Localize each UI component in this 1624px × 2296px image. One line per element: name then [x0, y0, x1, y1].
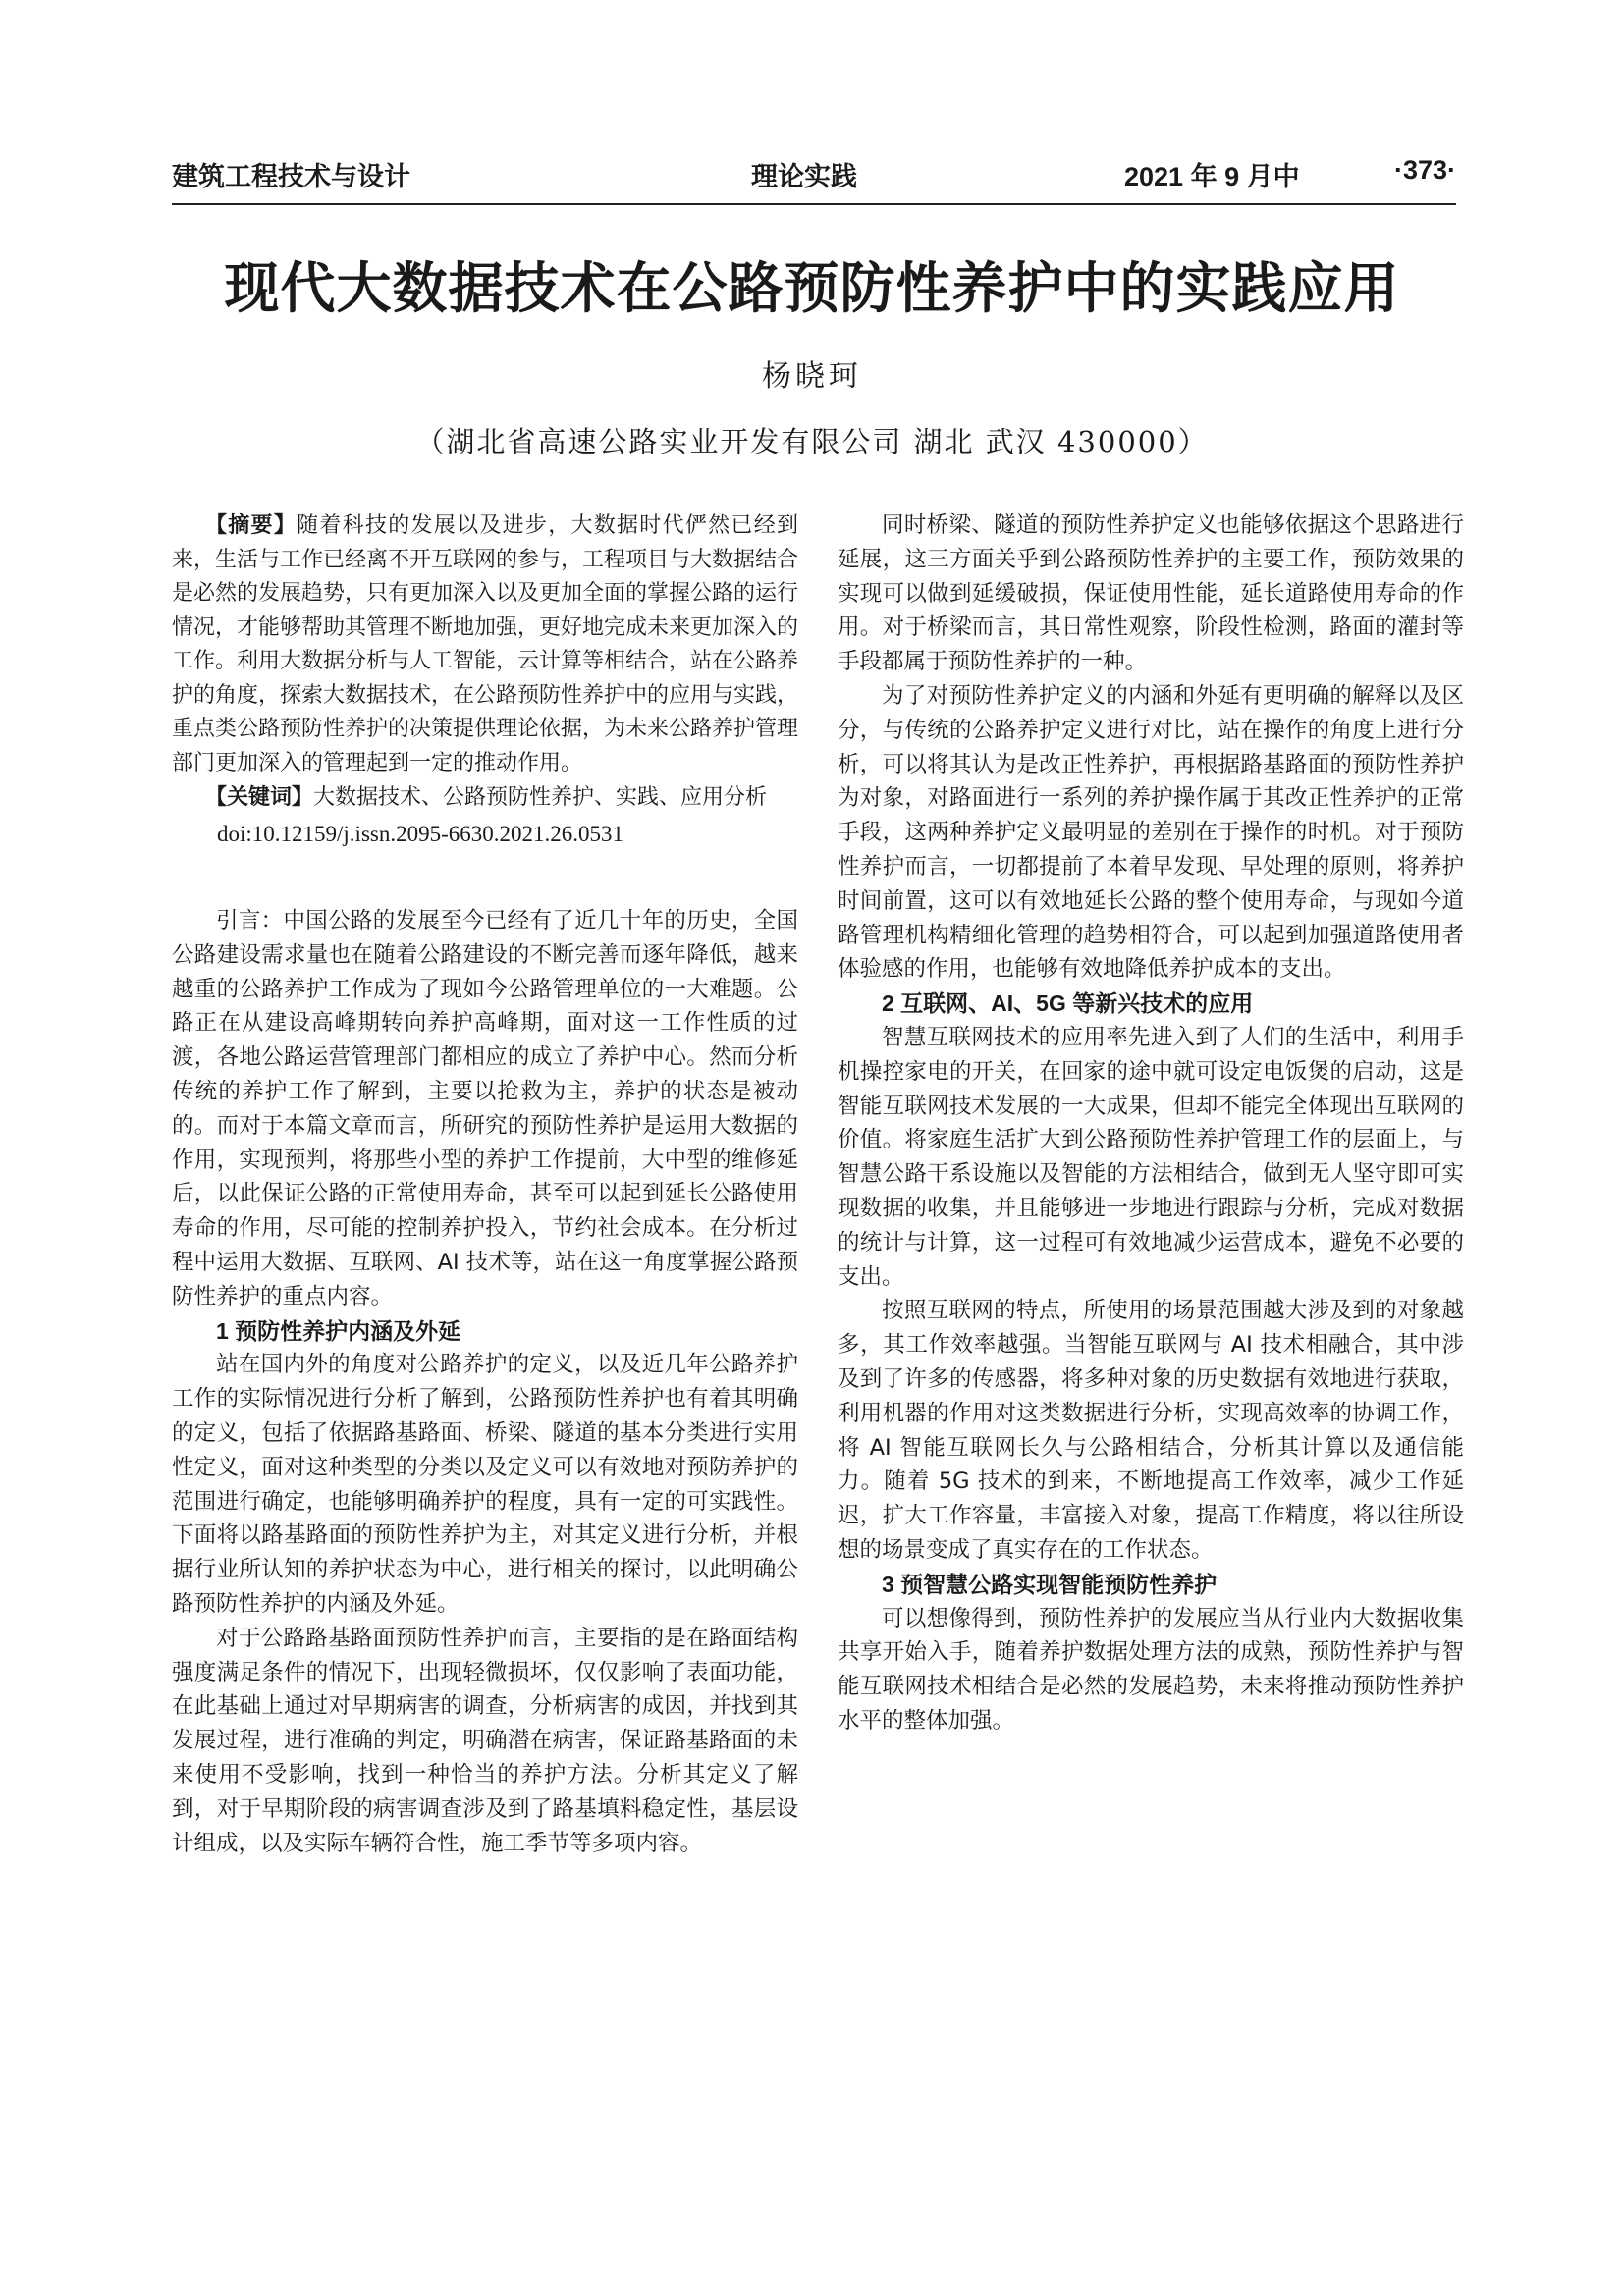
page-number: ·373·: [1393, 155, 1456, 185]
body-paragraph: 对于公路路基路面预防性养护而言，主要指的是在路面结构强度满足条件的情况下，出现轻微损坏，仅仅影响了表面功能，在此基础上通过对早期病害的调查，分析病害的成因，并找到其发展过程，进行准确的判定，明确潜在病害，保证路基路面的未来使用不受影响，找到一种恰当的养护方法。分析其定义了解到，对于早期阶段的病害调查涉及到了路基填料稳定性，基层设计组成，以及实际车辆符合性，施工季节等多项内容。: [172, 1625, 798, 1856]
keywords-paragraph: [172, 780, 798, 816]
section-heading-3: 3 预智慧公路实现智能预防性养护: [882, 1571, 1218, 1597]
keywords-text: 大数据技术、公路预防性养护、实践、应用分析: [313, 785, 768, 810]
body-text-left: [172, 904, 798, 1860]
article-title: 现代大数据技术在公路预防性养护中的实践应用: [224, 256, 1400, 321]
journal-name: 建筑工程技术与设计: [172, 162, 410, 191]
abstract-label: 【摘要】: [205, 512, 298, 537]
body-paragraph: 站在国内外的角度对公路养护的定义，以及近几年公路养护工作的实际情况进行分析了解到，公路预防性养护也有着其明确的定义，包括了依据路基路面、桥梁、隧道的基本分类进行实用性定义，面对这种类型的分类以及定义可以有效地对预防养护的范围进行确定，也能够明确养护的程度，具有一定的可实践性。下面将以路基路面的预防性养护为主，对其定义进行分析，并根据行业所认知的养护状态为中心，进行相关的探讨，以此明确公路预防性养护的内涵及外延。: [172, 1352, 798, 1617]
body-text-right: [838, 508, 1464, 1738]
section-name: 理论实践: [751, 162, 857, 191]
keywords-label: 【关键词】: [205, 784, 314, 809]
body-paragraph: 为了对预防性养护定义的内涵和外延有更明确的解释以及区分，与传统的公路养护定义进行对比，站在操作的角度上进行分析，可以将其认为是改正性养护，再根据路基路面的预防性养护为对象，对路面进行一系列的养护操作属于其改正性养护的正常手段，这两种养护定义最明显的差别在于操作的时机。对于预防性养护而言，一切都提前了本着早发现、早处理的原则，将养护时间前置，这可以有效地延长公路的整个使用寿命，与现如今道路管理机构精细化管理的趋势相符合，可以起到加强道路使用者体验感的作用，也能够有效地降低养护成本的支出。: [838, 682, 1464, 983]
author-affiliation: （湖北省高速公路实业开发有限公司 湖北 武汉 430000）: [415, 425, 1209, 458]
body-paragraph: 按照互联网的特点，所使用的场景范围越大涉及到的对象越多，其工作效率越强。当智能互联网与 AI 技术相融合，其中涉及到了许多的传感器，将多种对象的历史数据有效地进行获取，利用机器的作用对这类数据进行分析，实现高效率的协调工作，将 AI 智能互联网长久与公路相结合，分析其计算以及通信能力。随着 5G 技术的到来，不断地提高工作效率，减少工作延迟，扩大工作容量，丰富接入对象，提高工作精度，将以往所设想的场景变成了真实存在的工作状态。: [838, 1298, 1464, 1563]
running-header: [172, 155, 1456, 198]
abstract-paragraph: [172, 508, 798, 780]
right-column: [838, 508, 1464, 1738]
intro-paragraph: 引言：中国公路的发展至今已经有了近几十年的历史，全国公路建设需求量也在随着公路建设的不断完善而逐年降低，越来越重的公路养护工作成为了现如今公路管理单位的一大难题。公路正在从建设高峰期转向养护高峰期，面对这一工作性质的过渡，各地公路运营管理部门都相应的成立了养护中心。然而分析传统的养护工作了解到，主要以抢救为主，养护的状态是被动的。而对于本篇文章而言，所研究的预防性养护是运用大数据的作用，实现预判，将那些小型的养护工作提前，大中型的维修延后，以此保证公路的正常使用寿命，甚至可以起到延长公路使用寿命的作用，尽可能的控制养护投入，节约社会成本。在分析过程中运用大数据、互联网、AI 技术等，站在这一角度掌握公路预防性养护的重点内容。: [172, 908, 798, 1309]
abstract-text: 随着科技的发展以及进步，大数据时代俨然已经到来，生活与工作已经离不开互联网的参与，工程项目与大数据结合是必然的发展趋势，只有更加深入以及更加全面的掌握公路的运行情况，才能够帮助其管理不断地加强，更好地完成未来更加深入的工作。利用大数据分析与人工智能，云计算等相结合，站在公路养护的角度，探索大数据技术，在公路预防性养护中的应用与实践，重点类公路预防性养护的决策提供理论依据，为未来公路养护管理部门更加深入的管理起到一定的推动作用。: [172, 513, 799, 775]
left-column: [172, 508, 798, 1860]
body-paragraph: 同时桥梁、隧道的预防性养护定义也能够依据这个思路进行延展，这三方面关乎到公路预防性养护的主要工作，预防效果的实现可以做到延缓破损，保证使用性能，延长道路使用寿命的作用。对于桥梁而言，其日常性观察，阶段性检测，路面的灌封等手段都属于预防性养护的一种。: [838, 512, 1464, 675]
body-paragraph: 智慧互联网技术的应用率先进入到了人们的生活中，利用手机操控家电的开关，在回家的途中就可设定电饭煲的启动，这是智能互联网技术发展的一大成果，但却不能完全体现出互联网的价值。将家庭生活扩大到公路预防性养护管理工作的层面上，与智慧公路干系设施以及智能的方法相结合，做到无人坚守即可实现数据的收集，并且能够进一步地进行跟踪与分析，完成对数据的统计与计算，这一过程可有效地减少运营成本，避免不必要的支出。: [838, 1024, 1464, 1290]
header-rule: [172, 203, 1456, 205]
body-paragraph: 可以想像得到，预防性养护的发展应当从行业内大数据收集共享开始入手，随着养护数据处理方法的成熟，预防性养护与智能互联网技术相结合是必然的发展趋势，未来将推动预防性养护水平的整体加强。: [838, 1605, 1464, 1734]
issue-date: 2021 年 9 月中: [1124, 162, 1300, 191]
section-heading-1: 1 预防性养护内涵及外延: [216, 1317, 461, 1344]
section-heading-2: 2 互联网、AI、5G 等新兴技术的应用: [882, 990, 1254, 1017]
doi: doi:10.12159/j.issn.2095-6630.2021.26.0531: [217, 821, 624, 846]
spacer: [172, 851, 798, 904]
abstract-block: [172, 508, 798, 816]
author-name: 杨晓珂: [762, 359, 862, 394]
